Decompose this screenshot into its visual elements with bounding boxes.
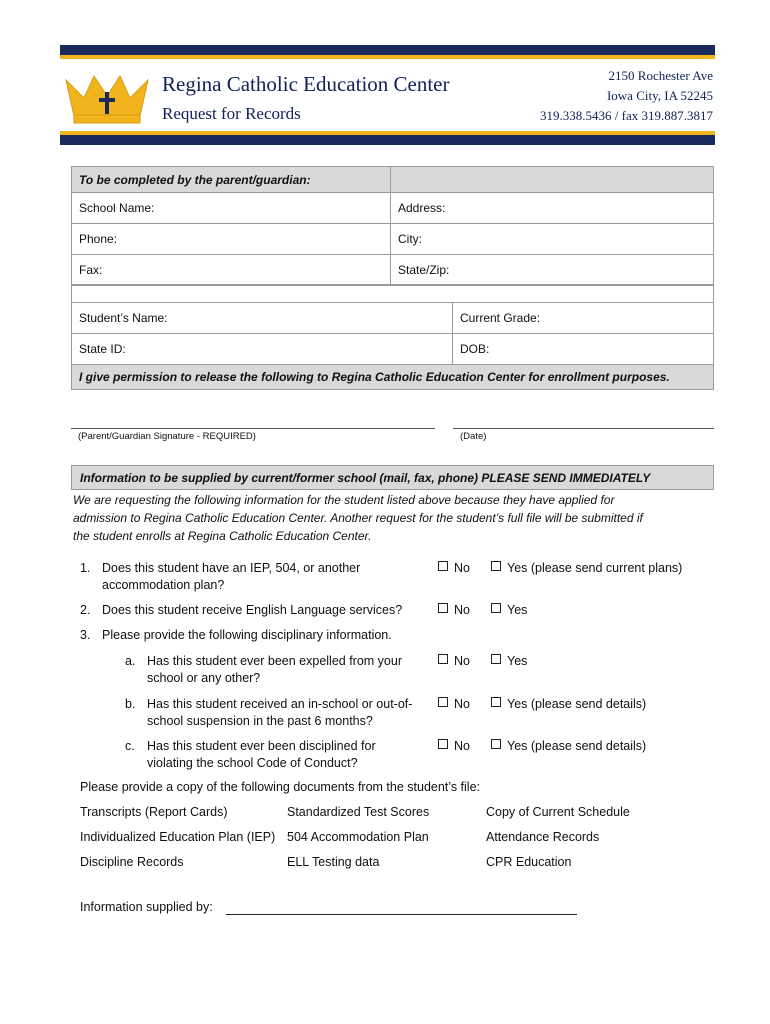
checkbox-icon[interactable] [438,603,448,613]
crown-with-cross-icon [62,70,152,126]
document-item: Discipline Records [80,855,184,869]
sub-question-letter: b. [125,697,136,711]
current-grade-field[interactable]: Current Grade: [453,303,714,334]
q1-yes-option[interactable]: Yes (please send current plans) [491,560,682,577]
organization-name: Regina Catholic Education Center [162,72,450,96]
documents-intro: Please provide a copy of the following documents from the student’s file: [80,780,480,794]
school-section-heading: Information to be supplied by current/former school (mail, fax, phone) PLEASE SEND IMMEDIATELY [71,465,714,490]
permission-statement: I give permission to release the following to Regina Catholic Education Center for enrollment purposes. [72,365,714,390]
header-top-gold-bar [60,55,715,59]
school-name-field[interactable]: School Name: [72,193,391,224]
checkbox-icon[interactable] [491,654,501,664]
question-1-text: Does this student have an IEP, 504, or another accommodation plan? [102,561,361,592]
q3b-yes-option[interactable]: Yes (please send details) [491,696,646,713]
question-number: 2. [80,603,91,617]
question-3c-text: Has this student ever been disciplined for violating the school Code of Conduct? [147,739,376,770]
question-3b-text: Has this student received an in-school or out-of- school suspension in the past 6 months? [147,697,413,728]
signature-label: (Parent/Guardian Signature - REQUIRED) [78,431,256,442]
supplied-by-label: Information supplied by: [80,900,213,914]
document-item: 504 Accommodation Plan [287,830,429,844]
question-3-text: Please provide the following disciplinary information. [102,628,392,642]
checkbox-icon[interactable] [438,654,448,664]
checkbox-icon[interactable] [491,603,501,613]
fax-field[interactable]: Fax: [72,255,391,286]
student-info-table [71,284,714,390]
checkbox-icon[interactable] [438,561,448,571]
address-field[interactable]: Address: [391,193,714,224]
question-number: 3. [80,628,91,642]
q3c-yes-option[interactable]: Yes (please send details) [491,738,646,755]
phone-fax: 319.338.5436 / fax 319.887.3817 [540,108,713,123]
document-item: Copy of Current Schedule [486,805,630,819]
question-3a-text: Has this student ever been expelled from your school or any other? [147,654,402,685]
q3a-yes-option[interactable]: Yes [491,653,527,670]
q2-no-option[interactable]: No [438,602,470,619]
school-section-intro: We are requesting the following information for the student listed above because they have applied for admission to Regina Catholic Education Center. Another request for the student’s full file will be submitted if the student enrolls at Regina Catholic Education Center. [73,493,643,543]
date-line[interactable] [453,428,714,429]
date-label: (Date) [460,431,487,442]
state-id-field[interactable]: State ID: [72,334,453,365]
phone-field[interactable]: Phone: [72,224,391,255]
checkbox-icon[interactable] [491,561,501,571]
q3b-no-option[interactable]: No [438,696,470,713]
q3a-no-option[interactable]: No [438,653,470,670]
student-name-field[interactable]: Student’s Name: [72,303,453,334]
parent-section-heading: To be completed by the parent/guardian: [72,167,391,193]
checkbox-icon[interactable] [491,697,501,707]
header-bottom-navy-bar [60,135,715,145]
sub-question-letter: a. [125,654,136,668]
checkbox-icon[interactable] [491,739,501,749]
state-zip-field[interactable]: State/Zip: [391,255,714,286]
parent-info-table [71,166,714,286]
dob-field[interactable]: DOB: [453,334,714,365]
document-item: Transcripts (Report Cards) [80,805,228,819]
header-top-navy-bar [60,45,715,55]
address-line-1: 2150 Rochester Ave [608,68,713,83]
document-item: Attendance Records [486,830,600,844]
document-item: ELL Testing data [287,855,380,869]
question-2-text: Does this student receive English Language services? [102,603,403,617]
checkbox-icon[interactable] [438,739,448,749]
form-title: Request for Records [162,104,301,123]
document-item: Individualized Education Plan (IEP) [80,830,276,844]
checkbox-icon[interactable] [438,697,448,707]
q1-no-option[interactable]: No [438,560,470,577]
document-item: Standardized Test Scores [287,805,430,819]
signature-line[interactable] [71,428,435,429]
q3c-no-option[interactable]: No [438,738,470,755]
document-item: CPR Education [486,855,572,869]
q2-yes-option[interactable]: Yes [491,602,527,619]
supplied-by-line[interactable] [226,914,577,915]
sub-question-letter: c. [125,739,135,753]
question-number: 1. [80,561,91,575]
address-line-2: Iowa City, IA 52245 [606,88,713,103]
city-field[interactable]: City: [391,224,714,255]
